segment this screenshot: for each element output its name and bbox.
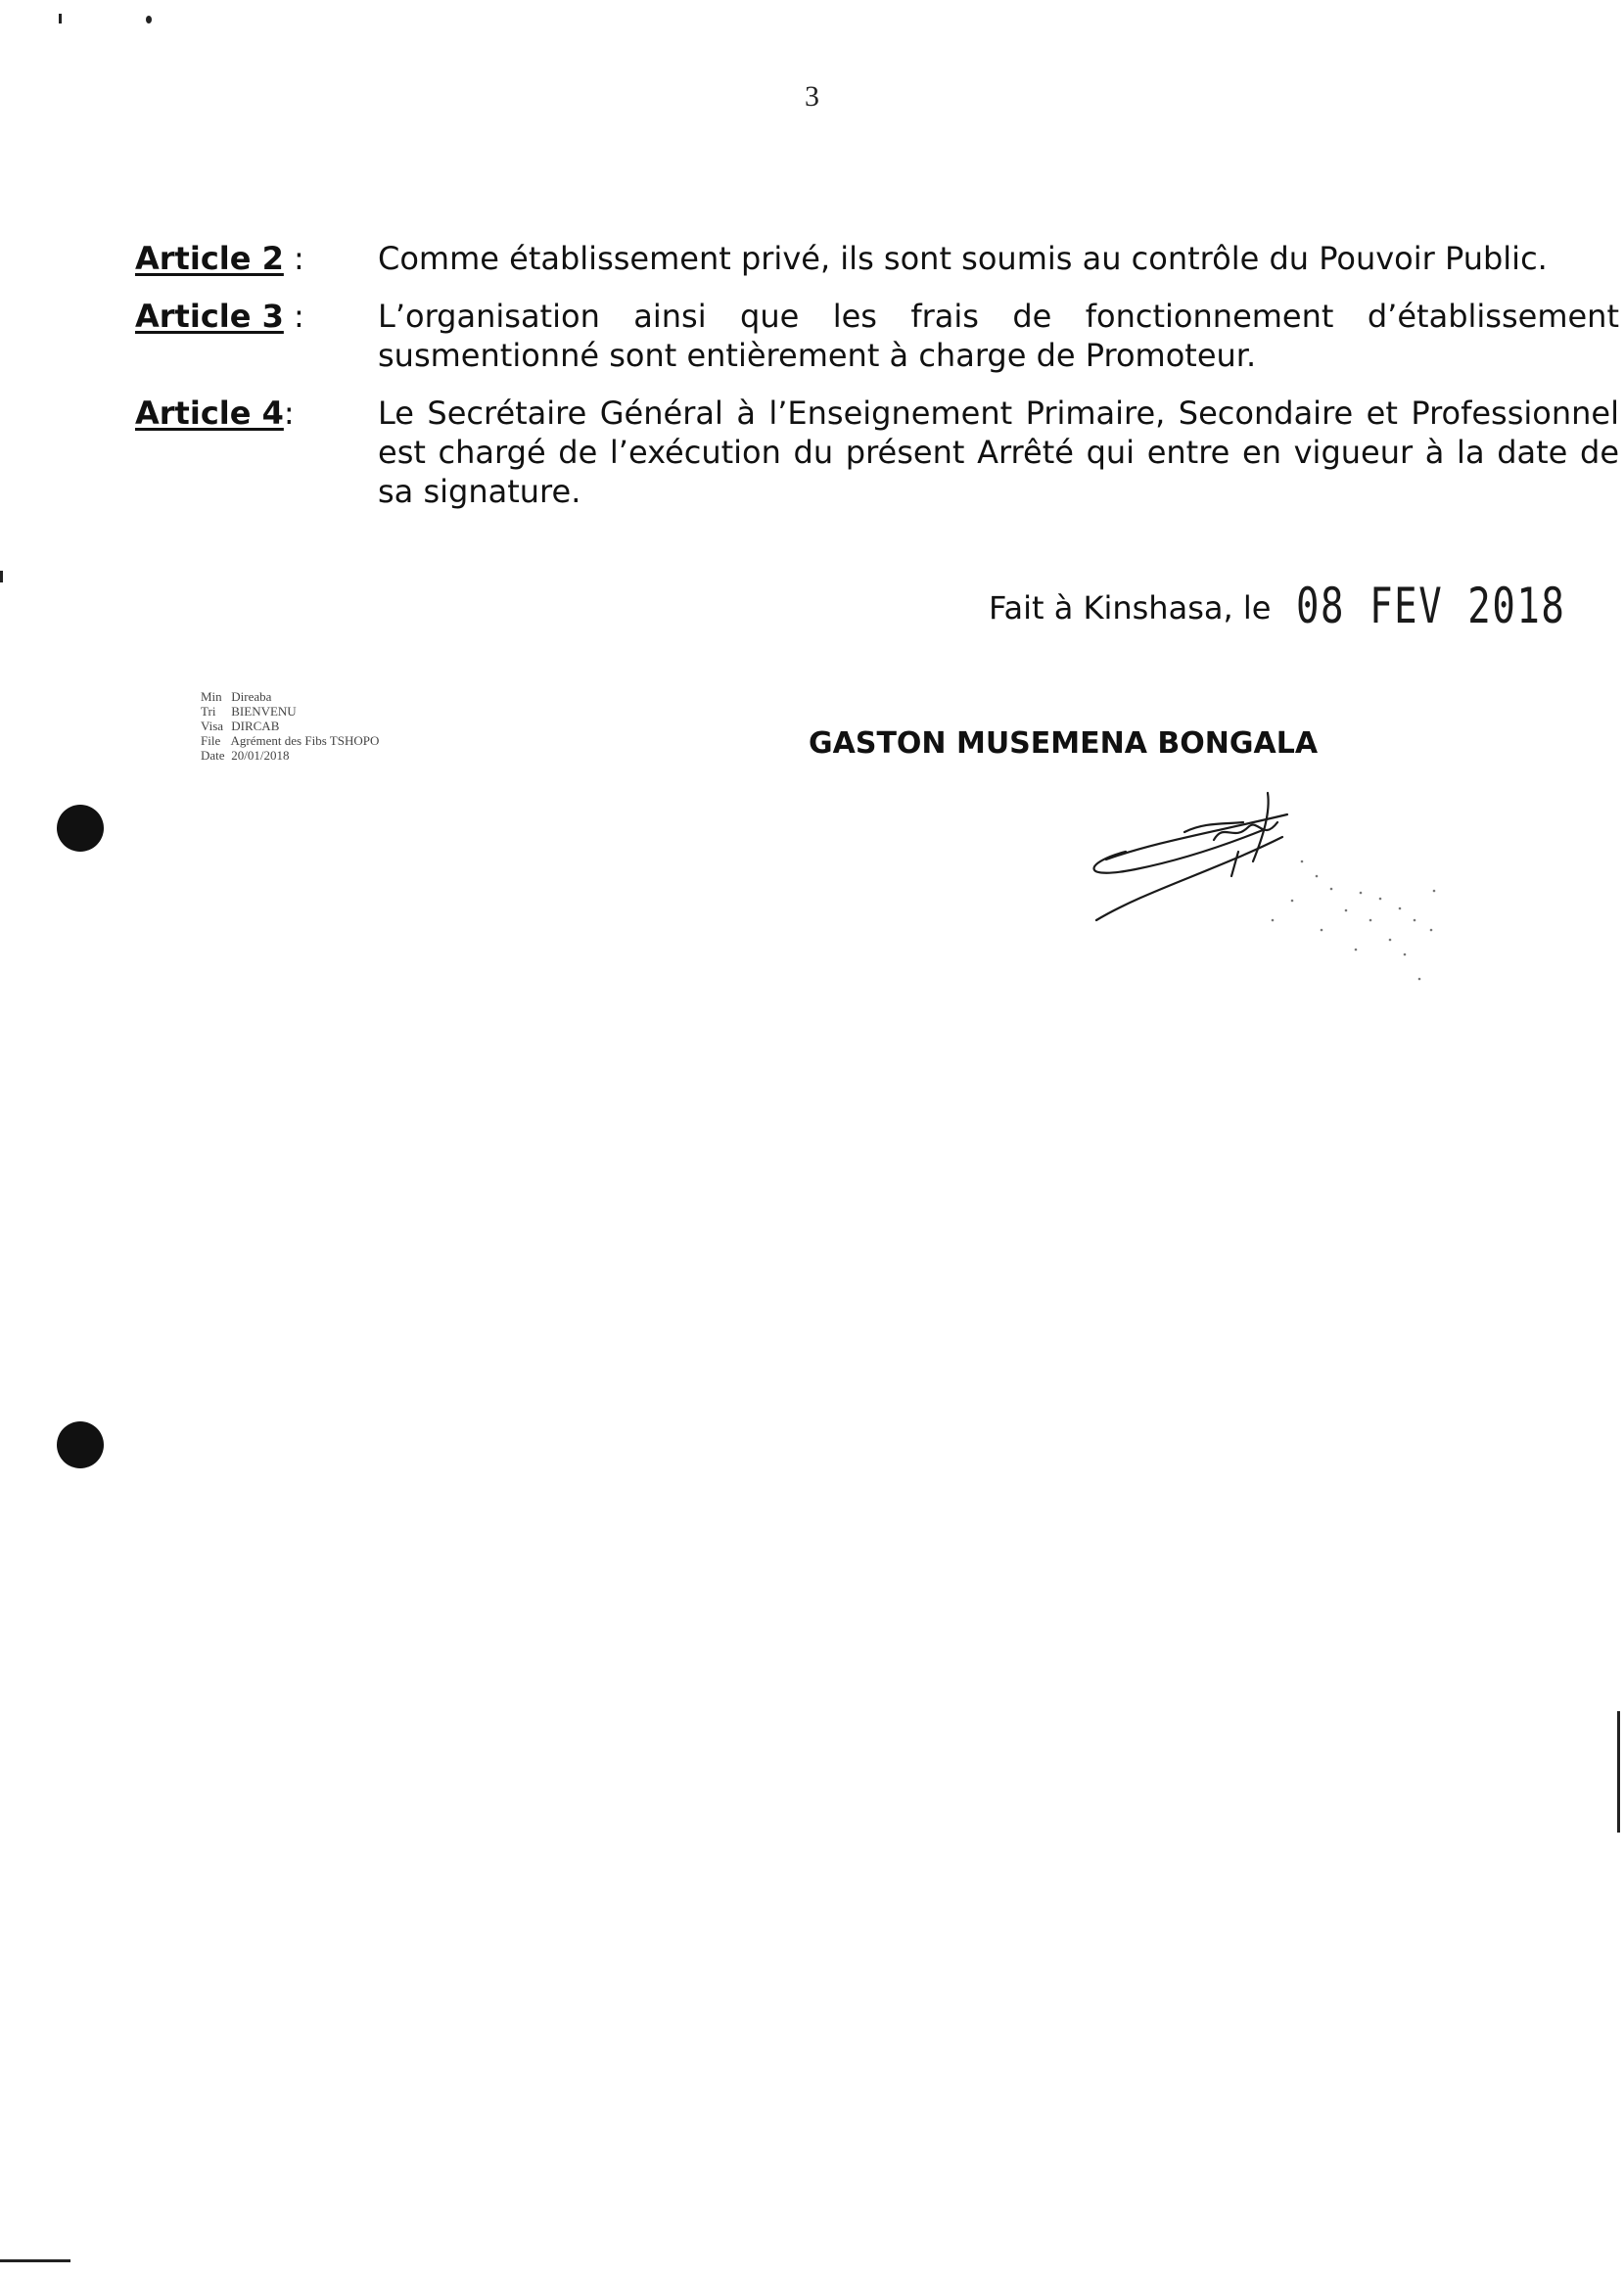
- place-and-date: [989, 578, 1624, 634]
- article-label: Article 3 :: [135, 298, 304, 335]
- reference-row: Tri BIENVENU: [201, 704, 297, 719]
- scan-speck: [59, 14, 62, 23]
- punch-hole-icon: [57, 805, 104, 852]
- reference-row: Visa DIRCAB: [201, 719, 280, 733]
- signatory-name: GASTON MUSEMENA BONGALA: [809, 726, 1319, 761]
- page-number: 3: [805, 80, 819, 113]
- reference-row: File Agrément des Fibs TSHOPO: [201, 733, 380, 748]
- scan-edge-line: [1617, 1711, 1620, 1833]
- article-label: Article 4:: [135, 395, 295, 432]
- date-stamp: 08 FEV 2018: [1296, 578, 1566, 634]
- reference-row: Min Direaba: [201, 689, 272, 704]
- article-text: L’organisation ainsi que les frais de fonctionnement d’établissement susmentionné sont entièrement à charge de Promoteur.: [378, 298, 1619, 374]
- punch-hole-icon: [57, 1421, 104, 1468]
- article-text: Comme établissement privé, ils sont soumis au contrôle du Pouvoir Public.: [378, 240, 1548, 277]
- scan-speck: [146, 16, 152, 23]
- reference-block: [201, 689, 379, 763]
- reference-row: Date 20/01/2018: [201, 748, 290, 763]
- article-label: Article 2 :: [135, 240, 304, 277]
- place-text: Fait à Kinshasa, le: [989, 589, 1272, 627]
- article-text: Le Secrétaire Général à l’Enseignement Primaire, Secondaire et Professionnel est chargé de l’exécution du présent Arrêté qui entre en vigueur à la date de sa signature.: [378, 395, 1619, 510]
- scan-speck: [0, 571, 3, 582]
- handwritten-signature-icon: [1067, 783, 1478, 1008]
- scan-edge-line: [0, 2259, 70, 2262]
